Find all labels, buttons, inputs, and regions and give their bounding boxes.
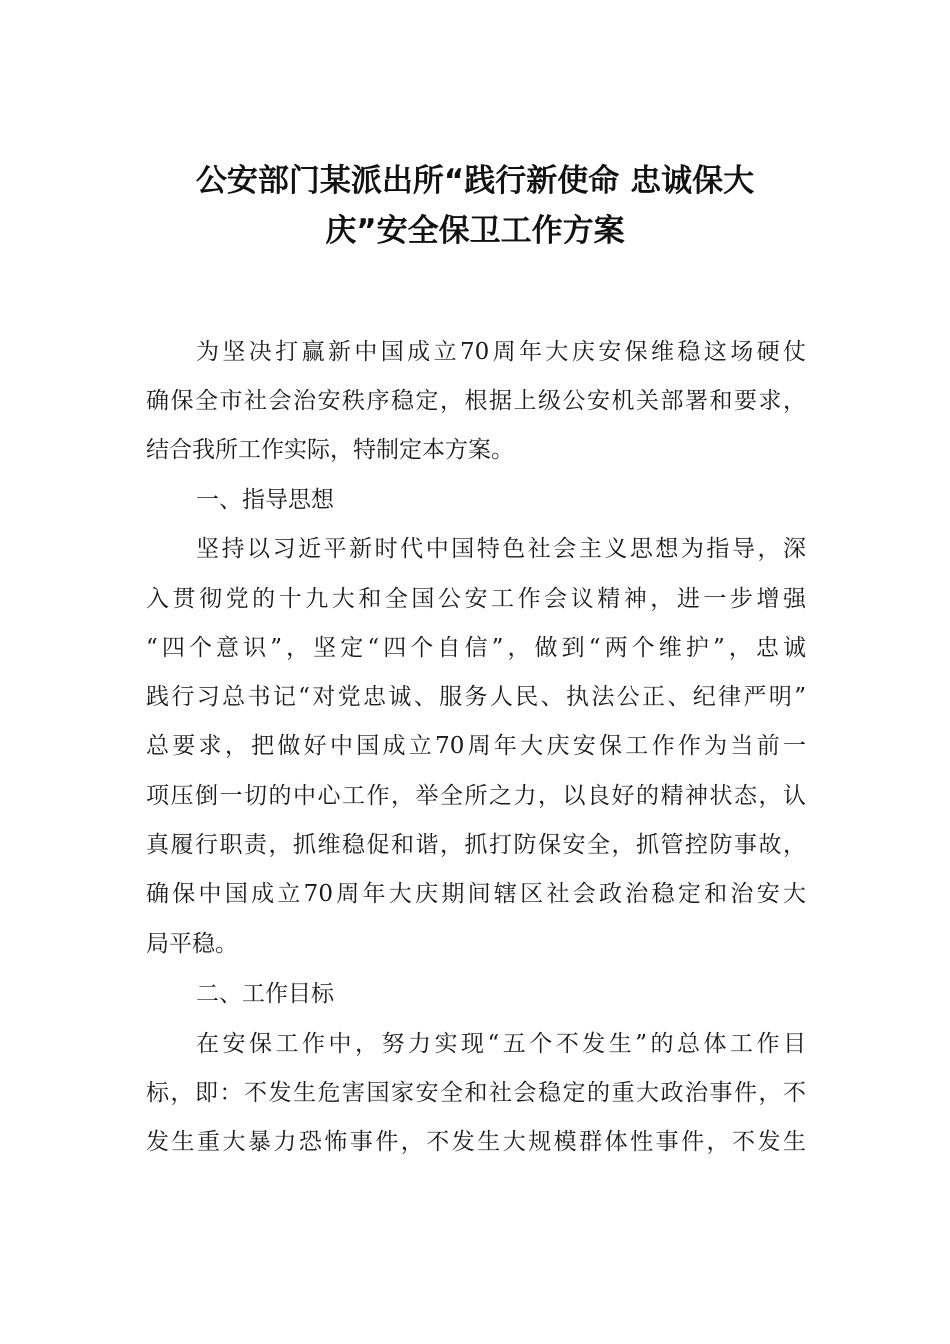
goals-paragraph-line-2: 标，即：不发生危害国家安全和社会稳定的重大政治事件，不 — [146, 1080, 806, 1106]
section-heading-work-goals: 二、工作目标 — [196, 981, 334, 1007]
guiding-paragraph-line-1: 坚持以习近平新时代中国特色社会主义思想为指导，深 — [196, 536, 806, 562]
guiding-paragraph-line-8: 确保中国成立70周年大庆期间辖区社会政治稳定和治安大 — [146, 881, 806, 907]
intro-paragraph-line-2: 确保全市社会治安秩序稳定，根据上级公安机关部署和要求， — [146, 388, 806, 414]
intro-paragraph-line-3: 结合我所工作实际，特制定本方案。 — [146, 437, 514, 463]
intro-paragraph-line-1: 为坚决打赢新中国成立70周年大庆安保维稳这场硬仗 — [196, 339, 806, 365]
document-title-line-1: 公安部门某派出所“践行新使命 忠诚保大 — [195, 163, 755, 199]
guiding-paragraph-line-9: 局平稳。 — [146, 931, 238, 957]
guiding-paragraph-line-2: 入贯彻党的十九大和全国公安工作会议精神，进一步增强 — [146, 586, 806, 612]
document-title-line-2: 庆”安全保卫工作方案 — [325, 213, 625, 249]
guiding-paragraph-line-7: 真履行职责，抓维稳促和谐，抓打防保安全，抓管控防事故， — [146, 832, 806, 858]
guiding-paragraph-line-5: 总要求，把做好中国成立70周年大庆安保工作作为当前一 — [146, 733, 806, 759]
goals-paragraph-line-3: 发生重大暴力恐怖事件，不发生大规模群体性事件，不发生 — [146, 1129, 806, 1155]
goals-paragraph-line-1: 在安保工作中，努力实现“五个不发生”的总体工作目 — [196, 1031, 806, 1057]
guiding-paragraph-line-6: 项压倒一切的中心工作，举全所之力，以良好的精神状态，认 — [146, 783, 806, 809]
guiding-paragraph-line-4: 践行习总书记“对党忠诚、服务人民、执法公正、纪律严明” — [146, 684, 806, 710]
guiding-paragraph-line-3: “四个意识”，坚定“四个自信”，做到“两个维护”，忠诚 — [146, 635, 806, 661]
section-heading-guiding-ideology: 一、指导思想 — [196, 487, 334, 513]
